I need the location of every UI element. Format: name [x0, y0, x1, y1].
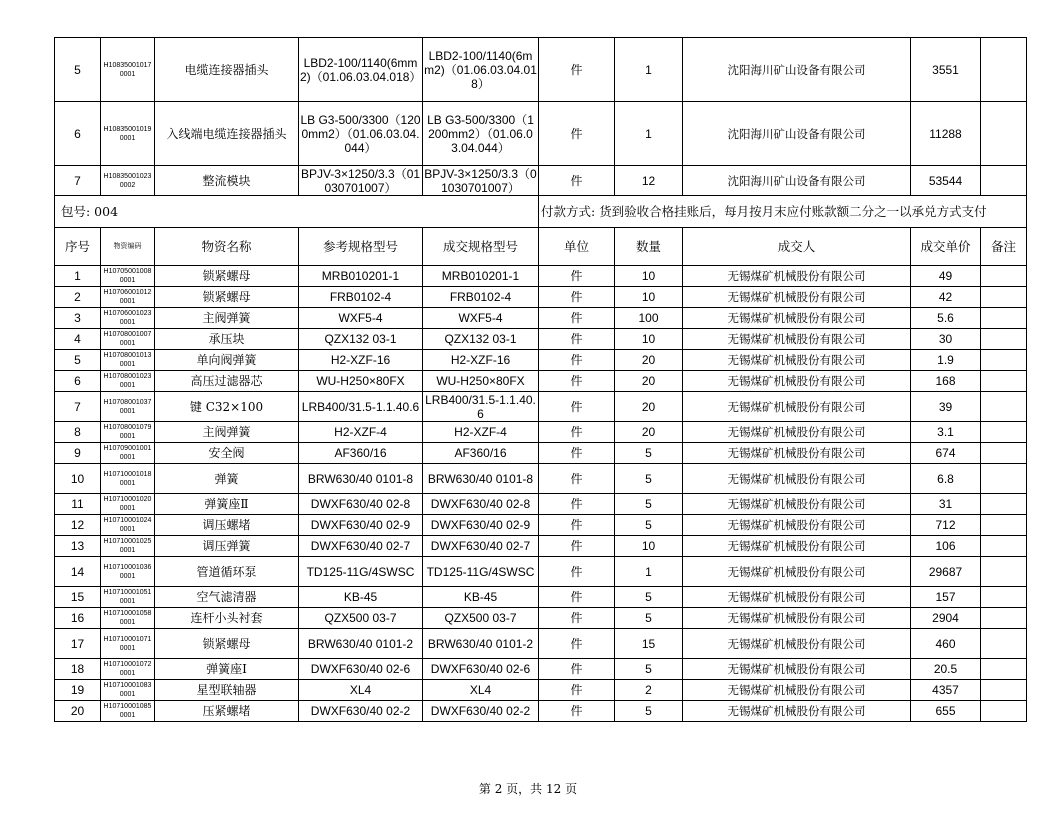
unit: 件: [539, 536, 615, 557]
supplier: 无锡煤矿机械股份有限公司: [683, 266, 911, 287]
row-number: 11: [55, 494, 101, 515]
note: [981, 422, 1027, 443]
unit: 件: [539, 350, 615, 371]
material-code: H107080010070001: [101, 329, 155, 350]
header-deal-spec: 成交规格型号: [423, 228, 539, 266]
table-row: [55, 422, 1027, 443]
header-qty: 数量: [615, 228, 683, 266]
unit-price: 30: [911, 329, 981, 350]
material-name: 压紧螺堵: [155, 701, 299, 722]
supplier: 无锡煤矿机械股份有限公司: [683, 443, 911, 464]
unit-price: 11288: [911, 102, 981, 166]
material-code: H107100010360001: [101, 557, 155, 587]
row-number: 13: [55, 536, 101, 557]
unit: 件: [539, 102, 615, 166]
quantity: 10: [615, 536, 683, 557]
reference-spec: BRW630/40 0101-2: [299, 629, 423, 659]
material-name: 空气滤清器: [155, 587, 299, 608]
note: [981, 287, 1027, 308]
material-name: 调压弹簧: [155, 536, 299, 557]
deal-spec: FRB0102-4: [423, 287, 539, 308]
material-code: H107100010250001: [101, 536, 155, 557]
supplier: 无锡煤矿机械股份有限公司: [683, 515, 911, 536]
table-row: [55, 166, 1027, 196]
quantity: 5: [615, 494, 683, 515]
deal-spec: QZX500 03-7: [423, 608, 539, 629]
material-code: H107100010510001: [101, 587, 155, 608]
header-ref-spec: 参考规格型号: [299, 228, 423, 266]
unit: 件: [539, 701, 615, 722]
reference-spec: H2-XZF-16: [299, 350, 423, 371]
deal-spec: DWXF630/40 02-6: [423, 659, 539, 680]
unit-price: 3.1: [911, 422, 981, 443]
note: [981, 464, 1027, 494]
deal-spec: WU-H250×80FX: [423, 371, 539, 392]
table-row: [55, 38, 1027, 102]
note: [981, 266, 1027, 287]
deal-spec: DWXF630/40 02-9: [423, 515, 539, 536]
header-no: 序号: [55, 228, 101, 266]
table-row: [55, 608, 1027, 629]
supplier: 沈阳海川矿山设备有限公司: [683, 166, 911, 196]
supplier: 无锡煤矿机械股份有限公司: [683, 680, 911, 701]
material-code: H107090010010001: [101, 443, 155, 464]
unit-price: 6.8: [911, 464, 981, 494]
material-name: 电缆连接器插头: [155, 38, 299, 102]
table-row: [55, 494, 1027, 515]
row-number: 9: [55, 443, 101, 464]
unit-price: 1.9: [911, 350, 981, 371]
material-code: H107100010850001: [101, 701, 155, 722]
note: [981, 166, 1027, 196]
table-row: [55, 392, 1027, 422]
deal-spec: TD125-11G/4SWSC: [423, 557, 539, 587]
unit: 件: [539, 659, 615, 680]
material-name: 入线端电缆连接器插头: [155, 102, 299, 166]
table-row: [55, 557, 1027, 587]
unit-price: 460: [911, 629, 981, 659]
row-number: 18: [55, 659, 101, 680]
deal-spec: AF360/16: [423, 443, 539, 464]
material-name: 安全阀: [155, 443, 299, 464]
row-number: 17: [55, 629, 101, 659]
deal-spec: QZX132 03-1: [423, 329, 539, 350]
reference-spec: WU-H250×80FX: [299, 371, 423, 392]
header-supplier: 成交人: [683, 228, 911, 266]
supplier: 无锡煤矿机械股份有限公司: [683, 422, 911, 443]
material-name: 整流模块: [155, 166, 299, 196]
header-price: 成交单价: [911, 228, 981, 266]
reference-spec: DWXF630/40 02-8: [299, 494, 423, 515]
note: [981, 536, 1027, 557]
unit-price: 31: [911, 494, 981, 515]
table-row: [55, 350, 1027, 371]
package-label: 包号: 004: [55, 196, 299, 228]
unit-price: 674: [911, 443, 981, 464]
material-name: 主阀弹簧: [155, 308, 299, 329]
material-code: H107100010720001: [101, 659, 155, 680]
unit-price: 2904: [911, 608, 981, 629]
reference-spec: QZX500 03-7: [299, 608, 423, 629]
row-number: 3: [55, 308, 101, 329]
table-row: [55, 102, 1027, 166]
note: [981, 371, 1027, 392]
header-note: 备注: [981, 228, 1027, 266]
deal-spec: H2-XZF-4: [423, 422, 539, 443]
row-number: 20: [55, 701, 101, 722]
note: [981, 557, 1027, 587]
unit: 件: [539, 587, 615, 608]
table-row: [55, 536, 1027, 557]
supplier: 无锡煤矿机械股份有限公司: [683, 392, 911, 422]
unit: 件: [539, 392, 615, 422]
supplier: 无锡煤矿机械股份有限公司: [683, 308, 911, 329]
quantity: 10: [615, 287, 683, 308]
quantity: 10: [615, 266, 683, 287]
table-header: [55, 228, 1027, 266]
deal-spec: DWXF630/40 02-2: [423, 701, 539, 722]
table-row: [55, 587, 1027, 608]
quantity: 20: [615, 422, 683, 443]
quantity: 20: [615, 350, 683, 371]
quantity: 5: [615, 659, 683, 680]
reference-spec: LBD2-100/1140(6mm2)（01.06.03.04.018）: [299, 38, 423, 102]
reference-spec: BPJV-3×1250/3.3（01030701007）: [299, 166, 423, 196]
unit-price: 20.5: [911, 659, 981, 680]
table-row: [55, 629, 1027, 659]
unit-price: 3551: [911, 38, 981, 102]
unit-price: 106: [911, 536, 981, 557]
row-number: 15: [55, 587, 101, 608]
material-name: 管道循环泵: [155, 557, 299, 587]
note: [981, 350, 1027, 371]
material-name: 锁紧螺母: [155, 287, 299, 308]
material-code: H107100010180001: [101, 464, 155, 494]
material-code: H108350010230002: [101, 166, 155, 196]
unit: 件: [539, 166, 615, 196]
material-code: H107100010830001: [101, 680, 155, 701]
unit: 件: [539, 629, 615, 659]
reference-spec: BRW630/40 0101-8: [299, 464, 423, 494]
unit: 件: [539, 515, 615, 536]
material-name: 单向阀弹簧: [155, 350, 299, 371]
deal-spec: BRW630/40 0101-8: [423, 464, 539, 494]
material-code: H107100010580001: [101, 608, 155, 629]
deal-spec: BPJV-3×1250/3.3（01030701007）: [424, 166, 537, 195]
table-row: [55, 701, 1027, 722]
unit: 件: [539, 308, 615, 329]
row-number: 16: [55, 608, 101, 629]
row-number: 7: [55, 392, 101, 422]
reference-spec: XL4: [299, 680, 423, 701]
material-name: 键 C32×100: [155, 392, 299, 422]
material-name: 弹簧座Ⅰ: [155, 659, 299, 680]
row-number: 10: [55, 464, 101, 494]
note: [981, 680, 1027, 701]
supplier: 无锡煤矿机械股份有限公司: [683, 557, 911, 587]
material-code: H107100010240001: [101, 515, 155, 536]
quantity: 12: [615, 166, 683, 196]
table-row: [55, 371, 1027, 392]
package-row: [55, 196, 1027, 228]
unit: 件: [539, 287, 615, 308]
payment-terms: 付款方式: 货到验收合格挂账后，每月按月末应付账款额二分之一以承兑方式支付: [539, 196, 1027, 228]
unit-price: 168: [911, 371, 981, 392]
supplier: 无锡煤矿机械股份有限公司: [683, 494, 911, 515]
material-name: 锁紧螺母: [155, 629, 299, 659]
material-name: 高压过滤器芯: [155, 371, 299, 392]
material-code: H107100010710001: [101, 629, 155, 659]
material-code: H107080010790001: [101, 422, 155, 443]
unit-price: 4357: [911, 680, 981, 701]
reference-spec: FRB0102-4: [299, 287, 423, 308]
table-row: [55, 659, 1027, 680]
page-footer: 第 2 页，共 12 页: [478, 782, 578, 796]
quantity: 5: [615, 587, 683, 608]
unit-price: 42: [911, 287, 981, 308]
deal-spec: KB-45: [423, 587, 539, 608]
deal-spec: LRB400/31.5-1.1.40.6: [423, 392, 539, 422]
note: [981, 38, 1027, 102]
row-number: 12: [55, 515, 101, 536]
quantity: 2: [615, 680, 683, 701]
deal-spec: MRB010201-1: [423, 266, 539, 287]
material-name: 锁紧螺母: [155, 266, 299, 287]
quantity: 5: [615, 443, 683, 464]
table-row: [55, 443, 1027, 464]
note: [981, 494, 1027, 515]
supplier: 无锡煤矿机械股份有限公司: [683, 629, 911, 659]
package-spacer: [423, 196, 539, 228]
quantity: 5: [615, 464, 683, 494]
unit: 件: [539, 680, 615, 701]
note: [981, 629, 1027, 659]
note: [981, 608, 1027, 629]
reference-spec: LRB400/31.5-1.1.40.6: [299, 392, 423, 422]
material-name: 星型联轴器: [155, 680, 299, 701]
table-row: [55, 464, 1027, 494]
row-number: 5: [55, 38, 101, 102]
unit-price: 39: [911, 392, 981, 422]
material-code: H108350010190001: [101, 102, 155, 166]
supplier: 无锡煤矿机械股份有限公司: [683, 464, 911, 494]
header-name: 物资名称: [155, 228, 299, 266]
unit: 件: [539, 494, 615, 515]
row-number: 6: [55, 371, 101, 392]
reference-spec: H2-XZF-4: [299, 422, 423, 443]
reference-spec: DWXF630/40 02-6: [299, 659, 423, 680]
material-code: H107060010120001: [101, 287, 155, 308]
material-name: 主阀弹簧: [155, 422, 299, 443]
material-name: 弹簧: [155, 464, 299, 494]
row-number: 2: [55, 287, 101, 308]
material-name: 连杆小头衬套: [155, 608, 299, 629]
reference-spec: QZX132 03-1: [299, 329, 423, 350]
material-code: H107080010230001: [101, 371, 155, 392]
unit-price: 157: [911, 587, 981, 608]
unit: 件: [539, 422, 615, 443]
unit: 件: [539, 371, 615, 392]
unit-price: 29687: [911, 557, 981, 587]
header-unit: 单位: [539, 228, 615, 266]
unit-price: 53544: [911, 166, 981, 196]
deal-spec: WXF5-4: [423, 308, 539, 329]
reference-spec: DWXF630/40 02-7: [299, 536, 423, 557]
reference-spec: WXF5-4: [299, 308, 423, 329]
quantity: 100: [615, 308, 683, 329]
reference-spec: MRB010201-1: [299, 266, 423, 287]
unit-price: 655: [911, 701, 981, 722]
supplier: 无锡煤矿机械股份有限公司: [683, 701, 911, 722]
supplier: 无锡煤矿机械股份有限公司: [683, 587, 911, 608]
supplier: 无锡煤矿机械股份有限公司: [683, 287, 911, 308]
header-code: 物资编码: [101, 228, 155, 266]
material-code: H108350010170001: [101, 38, 155, 102]
unit: 件: [539, 329, 615, 350]
note: [981, 308, 1027, 329]
quantity: 1: [615, 102, 683, 166]
material-code: H107080010370001: [101, 392, 155, 422]
deal-spec: LBD2-100/1140(6mm2)（01.06.03.04.018）: [423, 38, 539, 102]
reference-spec: DWXF630/40 02-9: [299, 515, 423, 536]
supplier: 无锡煤矿机械股份有限公司: [683, 329, 911, 350]
material-name: 调压螺堵: [155, 515, 299, 536]
unit: 件: [539, 557, 615, 587]
deal-spec: DWXF630/40 02-7: [423, 536, 539, 557]
material-code: H107100010200001: [101, 494, 155, 515]
material-code: H107080010130001: [101, 350, 155, 371]
reference-spec: AF360/16: [299, 443, 423, 464]
material-name: 弹簧座Ⅱ: [155, 494, 299, 515]
reference-spec: TD125-11G/4SWSC: [299, 557, 423, 587]
note: [981, 701, 1027, 722]
reference-spec: DWXF630/40 02-2: [299, 701, 423, 722]
supplier: 无锡煤矿机械股份有限公司: [683, 659, 911, 680]
note: [981, 102, 1027, 166]
supplier: 沈阳海川矿山设备有限公司: [683, 102, 911, 166]
deal-spec: LB G3-500/3300（1200mm2）（01.06.03.04.044）: [423, 102, 539, 166]
note: [981, 392, 1027, 422]
quantity: 5: [615, 608, 683, 629]
unit: 件: [539, 38, 615, 102]
note: [981, 659, 1027, 680]
table-row: [55, 266, 1027, 287]
package-spacer: [299, 196, 423, 228]
unit: 件: [539, 443, 615, 464]
procurement-table: [54, 37, 1027, 722]
supplier: 无锡煤矿机械股份有限公司: [683, 536, 911, 557]
table-row: [55, 287, 1027, 308]
unit: 件: [539, 464, 615, 494]
row-number: 14: [55, 557, 101, 587]
deal-spec: DWXF630/40 02-8: [423, 494, 539, 515]
supplier: 沈阳海川矿山设备有限公司: [683, 38, 911, 102]
supplier: 无锡煤矿机械股份有限公司: [683, 371, 911, 392]
deal-spec: BRW630/40 0101-2: [423, 629, 539, 659]
row-number: 6: [55, 102, 101, 166]
material-name: 承压块: [155, 329, 299, 350]
row-number: 4: [55, 329, 101, 350]
row-number: 1: [55, 266, 101, 287]
table-row: [55, 329, 1027, 350]
reference-spec: KB-45: [299, 587, 423, 608]
deal-spec: XL4: [423, 680, 539, 701]
quantity: 5: [615, 701, 683, 722]
row-number: 19: [55, 680, 101, 701]
quantity: 10: [615, 329, 683, 350]
note: [981, 443, 1027, 464]
row-number: 5: [55, 350, 101, 371]
unit: 件: [539, 266, 615, 287]
unit-price: 49: [911, 266, 981, 287]
quantity: 1: [615, 38, 683, 102]
quantity: 5: [615, 515, 683, 536]
note: [981, 329, 1027, 350]
reference-spec: LB G3-500/3300（1200mm2）（01.06.03.04.044）: [299, 102, 423, 166]
note: [981, 515, 1027, 536]
supplier: 无锡煤矿机械股份有限公司: [683, 608, 911, 629]
unit-price: 5.6: [911, 308, 981, 329]
supplier: 无锡煤矿机械股份有限公司: [683, 350, 911, 371]
quantity: 20: [615, 371, 683, 392]
quantity: 1: [615, 557, 683, 587]
table-row: [55, 515, 1027, 536]
deal-spec: H2-XZF-16: [423, 350, 539, 371]
row-number: 7: [55, 166, 101, 196]
unit-price: 712: [911, 515, 981, 536]
row-number: 8: [55, 422, 101, 443]
table-row: [55, 680, 1027, 701]
unit: 件: [539, 608, 615, 629]
table-row: [55, 308, 1027, 329]
material-code: H107050010080001: [101, 266, 155, 287]
material-code: H107060010230001: [101, 308, 155, 329]
quantity: 15: [615, 629, 683, 659]
note: [981, 587, 1027, 608]
quantity: 20: [615, 392, 683, 422]
